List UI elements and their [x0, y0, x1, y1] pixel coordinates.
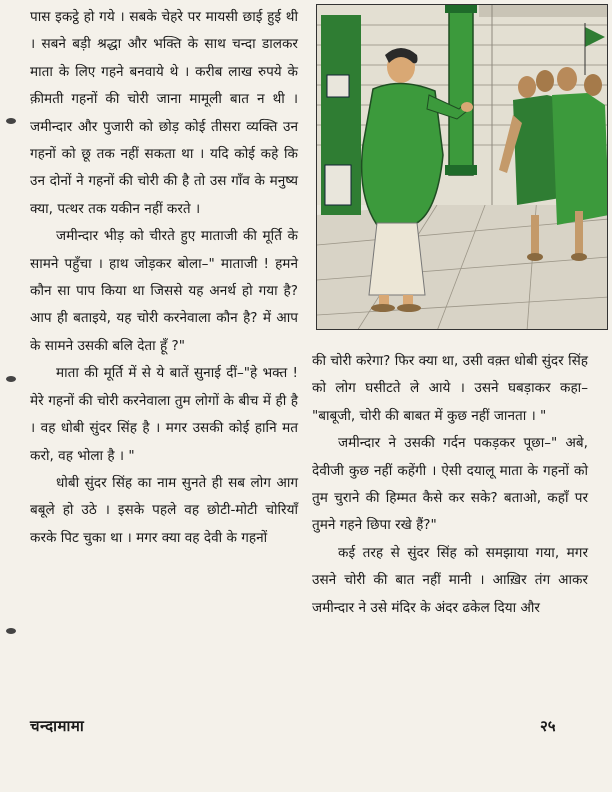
paragraph: धोबी सुंदर सिंह का नाम सुनते ही सब लोग आग बबूले हो उठे । इसके पहले वह छोटी-मोटी चोरियाँ करके पिट चुका था । मगर क्या वह देवी के गहनों: [30, 474, 298, 546]
left-text-column: [30, 4, 298, 552]
page-number: २५: [540, 717, 556, 735]
paragraph: कई तरह से सुंदर सिंह को समझाया गया, मगर उसने चोरी की बात नहीं मानी । आख़िर तंग आकर जमीन्दार ने उसे मंदिर के अंदर ढकेल दिया और: [312, 544, 588, 616]
paragraph: जमीन्दार भीड़ को चीरते हुए माताजी की मूर्ति के सामने पहुँचा । हाथ जोड़कर बोला–" माताजी ! हमने कौन सा पाप किया था जिससे यह अनर्थ हो गया है? आप ही बताइये, यह चोरी करनेवाला कौन है? में आप के सामने उसकी बलि देता हूँ ?": [30, 228, 298, 354]
paragraph: जमीन्दार ने उसकी गर्दन पकड़कर पूछा–" अबे, देवीजी कुछ नहीं कहेंगी । ऐसी दयालू माता के गहनों को तुम चुराने की हिम्मत कैसे कर सके? बताओ, कहाँ पर तुमने गहने छिपा रखे हैं?": [312, 435, 588, 534]
story-illustration: [316, 4, 608, 330]
right-text-column: [312, 348, 588, 622]
paragraph: माता की मूर्ति में से ये बातें सुनाई दीं–"हे भक्त ! मेरे गहनों की चोरी करनेवाला तुम लोगों के बीच में ही है । वह धोबी सुंदर सिंह है । मगर उसकी कोई हानि मत करो, वह भोला है । ": [30, 365, 298, 464]
binding-hole-mark: [6, 628, 16, 634]
binding-hole-mark: [6, 376, 16, 382]
paragraph: पास इकट्ठे हो गये । सबके चेहरे पर मायसी छाई हुई थी । सबने बड़ी श्रद्धा और भक्ति के साथ चन्दा डालकर माता के लिए गहने बनवाये थे । करीब लाख रुपये के क़ीमती गहनों की चोरी जाना मामूली बात न थी । जमीन्दार और पुजारी को छोड़ कोई तीसरा व्यक्ति उन गहनों को छू तक नहीं सकता था । यदि कोई कहे कि उन दोनों ने गहनों की चोरी की है तो उस गाँव के मनुष्य क्या, पत्थर तक यकीन नहीं करते ।: [30, 9, 298, 217]
magazine-name: चन्दामामा: [30, 717, 85, 735]
paragraph: की चोरी करेगा? फिर क्या था, उसी वक़्त धोबी सुंदर सिंह को लोग घसीटते ले आये । उसने घबड़ाकर कहा– "बाबूजी, चोरी की बाबत में कुछ नहीं जानता । ": [312, 353, 588, 424]
binding-hole-mark: [6, 118, 16, 124]
